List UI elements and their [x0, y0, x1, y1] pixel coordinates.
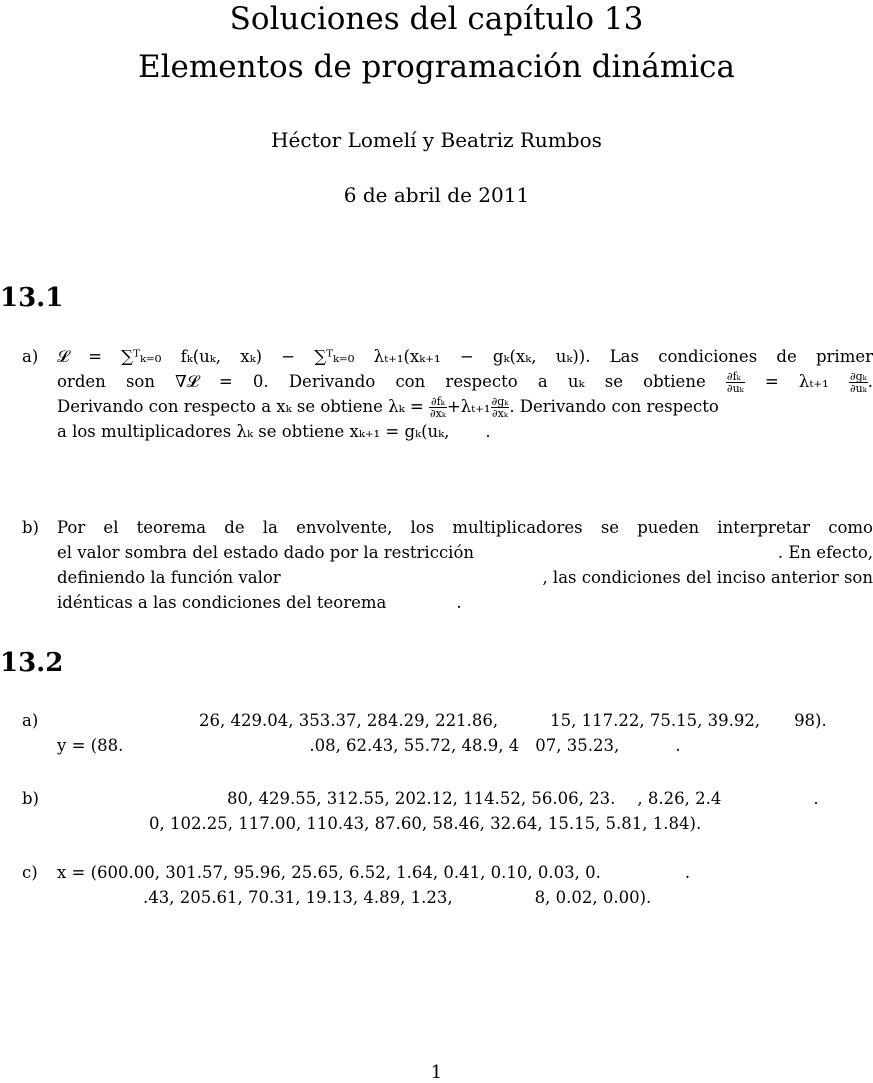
fraction-denominator: ∂xₖ: [491, 407, 508, 419]
text-line: [57, 786, 873, 811]
title-line-1: Soluciones del capítulo 13: [229, 1, 644, 37]
date: 6 de abril de 2011: [343, 183, 530, 207]
page-number: 1: [430, 1062, 443, 1083]
text-span: 8, 0.02, 0.00).: [534, 888, 652, 907]
text-line: [57, 369, 873, 394]
fraction-denominator: ∂uₖ: [726, 382, 744, 394]
text-line: 𝓛 = ∑ᵀₖ₌₀ fₖ(uₖ, xₖ) − ∑ᵀₖ₌₀ λₜ₊₁(xₖ₊₁ − gₖ(xₖ, uₖ)). Las condiciones de primer: [57, 347, 873, 366]
item-label: c): [22, 863, 38, 882]
section-heading-13-2: 13.2: [0, 648, 64, 678]
item-label: b): [22, 789, 39, 808]
fraction: [429, 396, 447, 419]
fraction-numerator: ∂fₖ: [429, 396, 447, 408]
text-span: , 8.26, 2.4: [637, 789, 722, 808]
text-line: [57, 590, 873, 615]
text-span: = λₜ₊₁: [764, 372, 829, 391]
text-span: .: [456, 593, 462, 612]
text-span: .08, 62.43, 55.72, 48.9, 4: [309, 736, 520, 755]
text-span: .: [867, 372, 873, 391]
text-span: Derivando con respecto a xₖ se obtiene λₖ =: [57, 397, 424, 416]
authors: Héctor Lomelí y Beatriz Rumbos: [271, 128, 602, 152]
text-span: x = (600.00, 301.57, 95.96, 25.65, 6.52, 1.64, 0.41, 0.10, 0.03, 0.: [57, 863, 601, 882]
fraction-numerator: ∂gₖ: [849, 370, 867, 383]
text-span: .: [675, 736, 681, 755]
fraction-denominator: ∂xₖ: [429, 407, 446, 419]
item-13-2-b: [22, 786, 873, 836]
text-span: .: [813, 789, 819, 808]
text-line: [57, 540, 873, 565]
text-span: idénticas a las condiciones del teorema: [57, 593, 387, 612]
text-line: [57, 860, 873, 885]
text-span: orden son ∇𝓛 = 0. Derivando con respecto a uₖ se obtiene: [57, 372, 706, 391]
item-13-2-a: [22, 708, 873, 758]
text-line: [57, 811, 873, 836]
text-span: 98).: [794, 711, 827, 730]
text-line: [57, 394, 873, 419]
text-span: 07, 35.23,: [535, 736, 620, 755]
text-line: Por el teorema de la envolvente, los multiplicadores se pueden interpretar como: [57, 518, 873, 537]
text-span: el valor sombra del estado dado por la restricción: [57, 543, 475, 562]
text-span: 15, 117.22, 75.15, 39.92,: [550, 711, 761, 730]
title-line-2: Elementos de programación dinámica: [138, 49, 735, 85]
fraction-numerator: ∂gₖ: [491, 395, 509, 408]
item-13-2-c: [22, 860, 873, 910]
section-heading-13-1: 13.1: [0, 283, 64, 313]
item-13-1-a: [22, 344, 873, 444]
fraction-numerator: ∂fₖ: [726, 371, 745, 383]
text-line: [57, 708, 873, 733]
text-span: 80, 429.55, 312.55, 202.12, 114.52, 56.06, 23.: [227, 789, 616, 808]
text-span: +λₜ₊₁: [446, 397, 491, 416]
fraction: [726, 371, 745, 394]
item-label: b): [22, 518, 39, 537]
text-line: [57, 419, 873, 444]
text-span: .43, 205.61, 70.31, 19.13, 4.89, 1.23,: [143, 888, 453, 907]
text-span: . Derivando con respecto: [509, 397, 719, 416]
fraction: [849, 371, 868, 394]
text-span: .: [684, 863, 691, 882]
fraction-denominator: ∂uₖ: [849, 382, 867, 394]
text-line: [57, 565, 873, 590]
text-line: [57, 885, 873, 910]
text-span: a los multiplicadores λₖ se obtiene xₖ₊₁ = gₖ(uₖ,: [57, 422, 450, 441]
text-span: , las condiciones del inciso anterior son: [542, 568, 873, 587]
text-span: y = (88.: [57, 736, 124, 755]
text-line: [57, 733, 873, 758]
fraction: [491, 396, 510, 419]
text-span: . En efecto,: [777, 543, 873, 562]
item-label: a): [22, 347, 39, 366]
text-span: definiendo la función valor: [57, 568, 281, 587]
item-13-1-b: [22, 515, 873, 615]
text-span: .: [485, 422, 491, 441]
text-span: 0, 102.25, 117.00, 110.43, 87.60, 58.46, 32.64, 15.15, 5.81, 1.84).: [149, 814, 702, 833]
text-span: 26, 429.04, 353.37, 284.29, 221.86,: [199, 711, 499, 730]
item-label: a): [22, 711, 39, 730]
